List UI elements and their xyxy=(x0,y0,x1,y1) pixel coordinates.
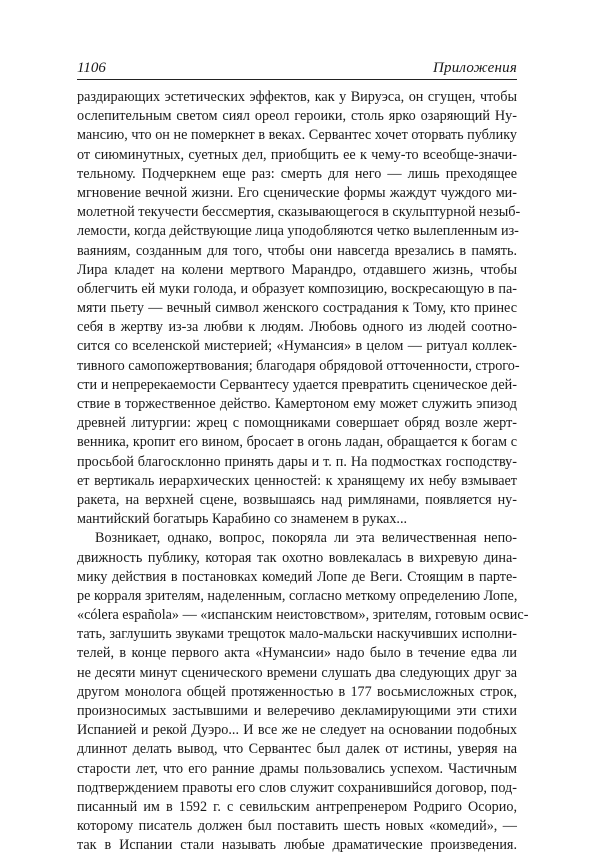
running-title: Приложения xyxy=(432,60,517,76)
text-line: древней литургии: жрец с помощниками совершает обряд возле жерт- xyxy=(77,415,517,432)
text-line: ваяниям, созданным для того, чтобы они навсегда врезались в память. xyxy=(77,242,517,259)
text-line: от сиюминутных, суетных дел, приобщить ее к чему-то всеобще-значи- xyxy=(77,146,517,163)
text-line: длиннот делать вывод, что Сервантес был далек от истины, уверяя на xyxy=(77,741,517,758)
body-text xyxy=(77,88,529,856)
text-line: сится со вселенской мистерией; «Нумансия» в целом — ритуал коллек- xyxy=(77,338,517,355)
page-number: 1106 xyxy=(77,60,106,76)
text-line: мантийский богатырь Карабино со знаменем в руках... xyxy=(77,511,408,528)
text-line: движность публику, которая так охотно вовлекалась в вихревую дина- xyxy=(77,549,517,566)
text-line: себя в жертву из-за любви к людям. Любовь одного из людей соотно- xyxy=(77,319,517,336)
text-line: мяти пьету — вечный символ женского сострадания к Тому, кто принес xyxy=(77,300,517,317)
text-line: так в Испании стали называть любые драматические произведения. xyxy=(77,837,517,854)
text-line: подтверждением правоты его слов служит сохранившийся договор, под- xyxy=(77,779,517,796)
text-line: писанный им в 1592 г. с севильским антрепренером Родриго Осорио, xyxy=(77,798,517,815)
text-line: молетной текучести бессмертия, сказывающегося в скульптурной незыб- xyxy=(77,204,521,221)
text-line: облегчить ей муки голода, и образует композицию, воскресающую в па- xyxy=(77,280,517,297)
text-line: ракета, на верхней сцене, возвышаясь над римлянами, появляется ну- xyxy=(77,491,517,508)
text-line: другом монолога общей протяженностью в 177 восьмисложных строк, xyxy=(77,683,517,700)
text-line: не десяти минут сценического времени слушать два следующих друг за xyxy=(77,664,517,681)
text-line: ствие в торжественное действо. Камертоном ему может служить эпизод xyxy=(77,396,517,412)
text-line: Возникает, однако, вопрос, покоряла ли эта величественная непо- xyxy=(95,530,517,547)
text-line: которому писатель должен был поставить шесть новых «комедий», — xyxy=(77,818,517,835)
text-line: венника, кропит его вином, бросает в огонь ладан, обращается к богам с xyxy=(77,434,517,451)
text-line: ет вертикаль иерархических ценностей: к хранящему их небу взмывает xyxy=(77,472,517,489)
text-line: произносимых застывшими и велеречиво декламирующими эти стихи xyxy=(77,703,517,719)
text-line: старости лет, что его ранние драмы пользовались успехом. Частичным xyxy=(77,760,517,777)
text-line: просьбой благосклонно принять дары и т. п. На подмостках господству- xyxy=(77,453,517,470)
text-line: тивного самопожертвования; благодаря обрядовой отточенности, строго- xyxy=(77,357,520,374)
text-line: ре корраля зрителям, наделенным, согласно меткому определению Лопе, xyxy=(77,587,518,604)
page-header xyxy=(77,58,517,78)
header-rule xyxy=(77,79,517,80)
text-line: сти и непререкаемости Сервантесу удается превратить сценическое дей- xyxy=(77,376,517,393)
text-line: ослепительным светом сиял ореол героики, столь ярко озаряющий Ну- xyxy=(77,108,517,125)
text-line: Лира кладет на колени мертвого Марандро, отдавшего жизнь, чтобы xyxy=(77,261,517,278)
text-line: мансию, что он не померкнет в веках. Сервантес хочет оторвать публику xyxy=(77,127,517,144)
text-line: лемости, когда действующие лица уподобляются четко вылепленным из- xyxy=(77,223,519,240)
text-line: Испанией и рекой Дуэро... И все же не следует на основании подобных xyxy=(77,722,517,739)
text-line: «cólera española» — «испанским неистовством», зрителям, готовым освис- xyxy=(77,607,529,624)
text-line: раздирающих эстетических эффектов, как у Вируэса, он сгущен, чтобы xyxy=(77,89,517,105)
text-line: тельному. Подчеркнем еще раз: смерть для него — лишь преходящее xyxy=(77,165,517,182)
text-line: мгновение вечной жизни. Его сценические формы жаждут чуждого ми- xyxy=(77,184,517,201)
text-line: тать, заглушить звуками трещоток мало-мальски наскучивших исполни- xyxy=(77,626,517,643)
text-line: телей, в конце первого акта «Нумансии» надо было в течение едва ли xyxy=(77,645,517,662)
text-line: мику действия в постановках комедий Лопе де Веги. Стоящим в парте- xyxy=(77,568,517,585)
